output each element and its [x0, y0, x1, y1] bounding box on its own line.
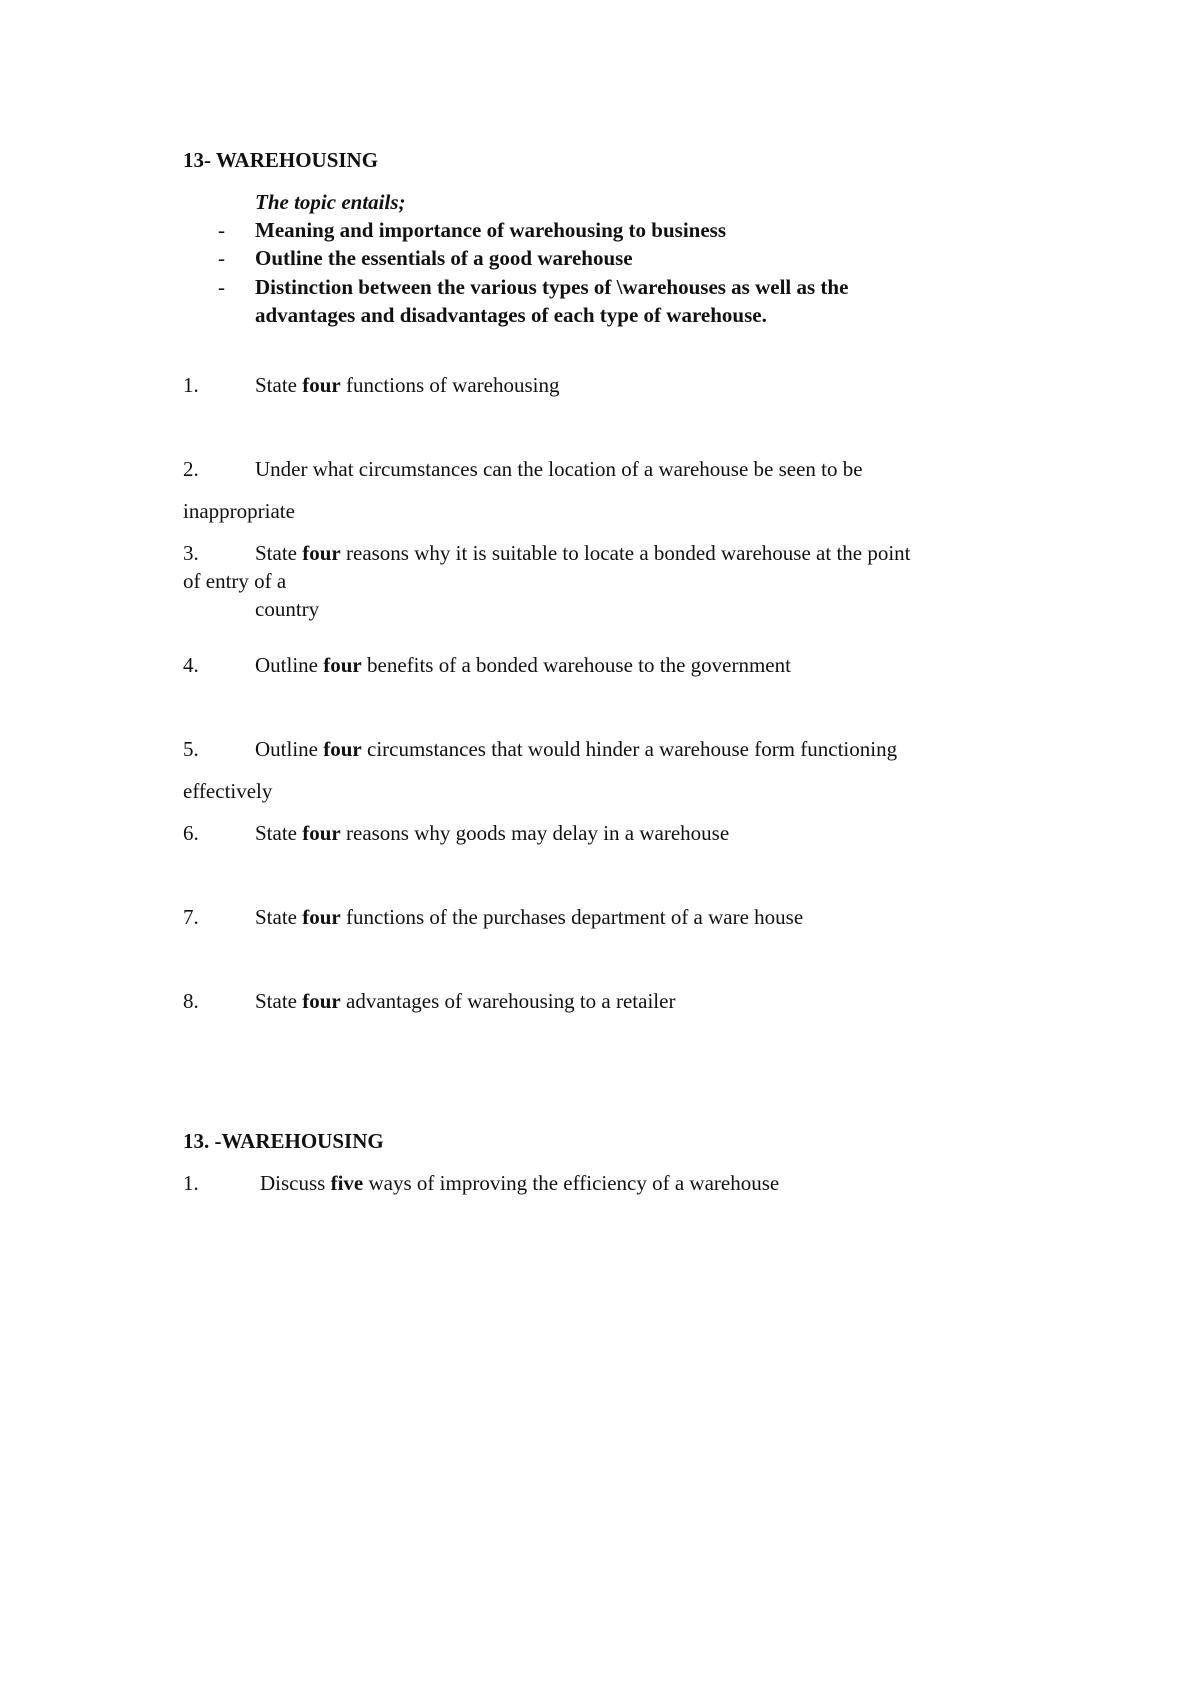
- question-text: Outline four circumstances that would hinder a warehouse form functioning: [255, 737, 898, 761]
- question-number: 8.: [183, 989, 199, 1013]
- emphasis: four: [302, 905, 341, 929]
- question-text: State four functions of warehousing: [255, 373, 560, 397]
- emphasis: four: [302, 989, 341, 1013]
- section-heading: [183, 146, 378, 174]
- question-text: Discuss five ways of improving the efficiency of a warehouse: [260, 1171, 780, 1195]
- emphasis: five: [330, 1171, 364, 1195]
- emphasis: four: [302, 821, 341, 845]
- topic-item-continued: advantages and disadvantages of each type of warehouse.: [255, 303, 767, 327]
- question-text: Under what circumstances can the location of a warehouse be seen to be: [255, 457, 863, 481]
- question-number: 3.: [183, 541, 199, 565]
- question-number: 1.: [183, 1171, 199, 1195]
- question-text: Outline four benefits of a bonded warehouse to the government: [255, 653, 791, 677]
- topic-intro: The topic entails;: [255, 190, 406, 214]
- heading-number: 13- WAREHOUSING: [183, 148, 379, 172]
- question-number: 6.: [183, 821, 199, 845]
- question-number: 2.: [183, 457, 199, 481]
- bullet-dash: -: [218, 246, 225, 270]
- question-number: 1.: [183, 373, 199, 397]
- emphasis: four: [302, 541, 341, 565]
- question-text: State four reasons why goods may delay in a warehouse: [255, 821, 730, 845]
- emphasis: four: [302, 373, 341, 397]
- topic-item: Meaning and importance of warehousing to business: [255, 218, 727, 242]
- question-number: 4.: [183, 653, 199, 677]
- emphasis: four: [323, 653, 362, 677]
- question-number: 7.: [183, 905, 199, 929]
- question-text-continued: of entry of a: [183, 569, 287, 593]
- topic-item: Distinction between the various types of \warehouses as well as the: [255, 275, 849, 299]
- question-text: State four advantages of warehousing to a retailer: [255, 989, 676, 1013]
- emphasis: four: [323, 737, 362, 761]
- question-text-continued: effectively: [183, 779, 273, 803]
- topic-item: Outline the essentials of a good warehouse: [255, 246, 633, 270]
- bullet-dash: -: [218, 218, 225, 242]
- bullet-dash: -: [218, 275, 225, 299]
- question-text: State four functions of the purchases department of a ware house: [255, 905, 804, 929]
- section-heading: 13. -WAREHOUSING: [183, 1129, 384, 1153]
- question-text-continued: inappropriate: [183, 499, 295, 523]
- question-text-continued: country: [255, 597, 320, 621]
- question-text: State four reasons why it is suitable to locate a bonded warehouse at the point: [255, 541, 911, 565]
- question-number: 5.: [183, 737, 199, 761]
